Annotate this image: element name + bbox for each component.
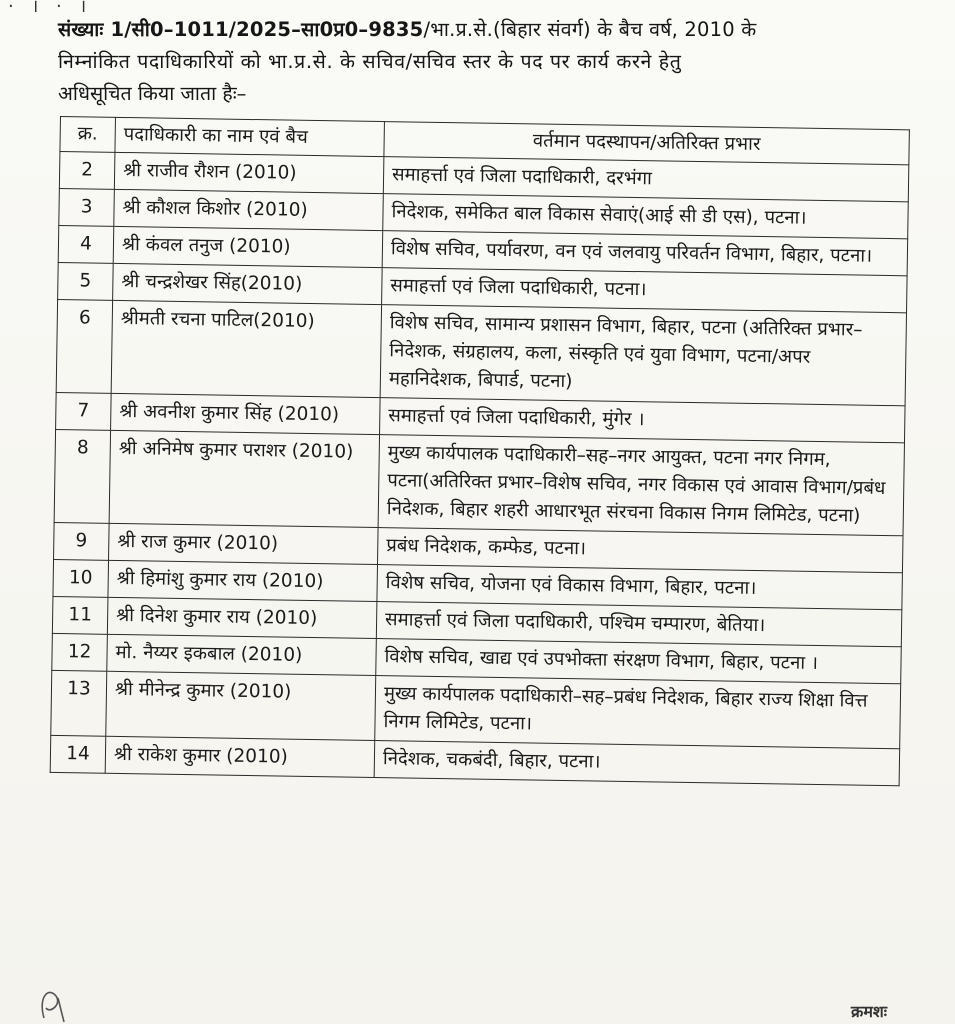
officer-name-cell: श्री अनिमेष कुमार पराशर (2010): [109, 430, 379, 527]
table-row: [54, 429, 904, 535]
posting-cell: विशेष सचिव, सामान्य प्रशासन विभाग, बिहार, पटना (अतिरिक्त प्रभार–निदेशक, संग्रहालय, कला, संस्कृति एवं युवा विभाग, पटना/अपर महानिदेशक, बिपार्ड, पटना): [380, 305, 906, 406]
posting-cell: मुख्य कार्यपालक पदाधिकारी–सह–नगर आयुक्त, पटना नगर निगम, पटना(अतिरिक्त प्रभार–विशेष सचिव, नगर विकास एवं आवास विभाग/प्रबंध निदेशक, बिहार शहरी आधारभूत संरचना विकास निगम लिमिटेड, पटना): [378, 435, 904, 536]
officer-name-cell: श्री कौशल किशोर (2010): [114, 189, 384, 230]
posting-cell: विशेष सचिव, योजना एवं विकास विभाग, बिहार, पटना।: [377, 565, 903, 610]
intro-line-3: अधिसूचित किया जाता हैः–: [58, 82, 247, 105]
column-header-name: पदाधिकारी का नाम एवं बैच: [115, 117, 385, 156]
posting-cell: प्रबंध निदेशक, कम्फेड, पटना।: [377, 528, 903, 573]
notification-intro: [58, 14, 878, 110]
reference-number: संख्याः 1/सी0–1011/2025–सा0प्र0–9835: [58, 18, 424, 41]
serial-cell: 11: [52, 596, 108, 634]
intro-line-2: निम्नांकित पदाधिकारियों को भा.प्र.से. के सचिव/सचिव स्तर के पद पर कार्य करने हेतु: [58, 50, 682, 73]
intro-line-1-rest: /भा.प्र.से.(बिहार संवर्ग) के बैच वर्ष, 2010 के: [423, 18, 757, 41]
serial-cell: 14: [50, 735, 106, 773]
intro-line-1: [58, 14, 878, 46]
column-header-serial: क्र.: [60, 117, 116, 153]
serial-cell: 12: [52, 633, 108, 671]
officer-name-cell: श्री हिमांशु कुमार राय (2010): [108, 560, 378, 601]
posting-cell: विशेष सचिव, पर्यावरण, वन एवं जलवायु परिवर्तन विभाग, बिहार, पटना।: [382, 231, 908, 276]
officer-name-cell: मो. नैय्यर इकबाल (2010): [107, 634, 377, 675]
serial-cell: 3: [59, 188, 115, 226]
officer-name-cell: श्रीमती रचना पाटिल(2010): [111, 300, 381, 397]
officer-name-cell: श्री कंवल तनुज (2010): [113, 226, 383, 267]
officers-table: [50, 116, 910, 786]
column-header-posting: वर्तमान पदस्थापन/अतिरिक्त प्रभार: [384, 122, 909, 165]
officer-name-cell: श्री राकेश कुमार (2010): [105, 736, 375, 777]
officer-name-cell: श्री दिनेश कुमार राय (2010): [107, 597, 377, 638]
officer-name-cell: श्री अवनीश कुमार सिंह (2010): [111, 393, 381, 434]
officer-name-cell: श्री राजीव रौशन (2010): [114, 152, 384, 193]
posting-cell: निदेशक, चकबंदी, बिहार, पटना।: [374, 741, 900, 786]
table-body: [50, 152, 909, 786]
serial-cell: 13: [51, 670, 107, 736]
officer-name-cell: श्री चन्द्रशेखर सिंह(2010): [113, 263, 383, 304]
serial-cell: 4: [58, 225, 114, 263]
officer-name-cell: श्री राज कुमार (2010): [109, 523, 379, 564]
serial-cell: 9: [54, 522, 110, 560]
posting-cell: समाहर्त्ता एवं जिला पदाधिकारी, मुंगेर ।: [380, 398, 906, 443]
serial-cell: 6: [56, 299, 112, 393]
serial-cell: 2: [59, 152, 115, 190]
continued-marker: क्रमशः: [851, 1002, 887, 1021]
posting-cell: निदेशक, समेकित बाल विकास सेवाएं(आई सी डी एस), पटना।: [383, 194, 909, 239]
officer-name-cell: श्री मीनेन्द्र कुमार (2010): [106, 671, 376, 740]
posting-cell: समाहर्त्ता एवं जिला पदाधिकारी, पश्चिम चम्पारण, बेतिया।: [376, 602, 902, 647]
table-row: [56, 299, 906, 405]
posting-cell: मुख्य कार्यपालक पदाधिकारी–सह–प्रबंध निदेशक, बिहार राज्य शिक्षा वित्त निगम लिमिटेड, पटना।: [375, 676, 901, 749]
posting-cell: समाहर्त्ता एवं जिला पदाधिकारी, पटना।: [382, 268, 908, 313]
serial-cell: 8: [54, 429, 110, 523]
serial-cell: 7: [56, 392, 112, 430]
posting-cell: समाहर्त्ता एवं जिला पदाधिकारी, दरभंगा: [383, 157, 909, 202]
posting-cell: विशेष सचिव, खाद्य एवं उपभोक्ता संरक्षण विभाग, बिहार, पटना ।: [376, 639, 902, 684]
serial-cell: 5: [58, 262, 114, 300]
serial-cell: 10: [53, 559, 109, 597]
top-cut-marks: · । · ।: [8, 0, 93, 17]
signature-mark: [36, 968, 76, 1024]
